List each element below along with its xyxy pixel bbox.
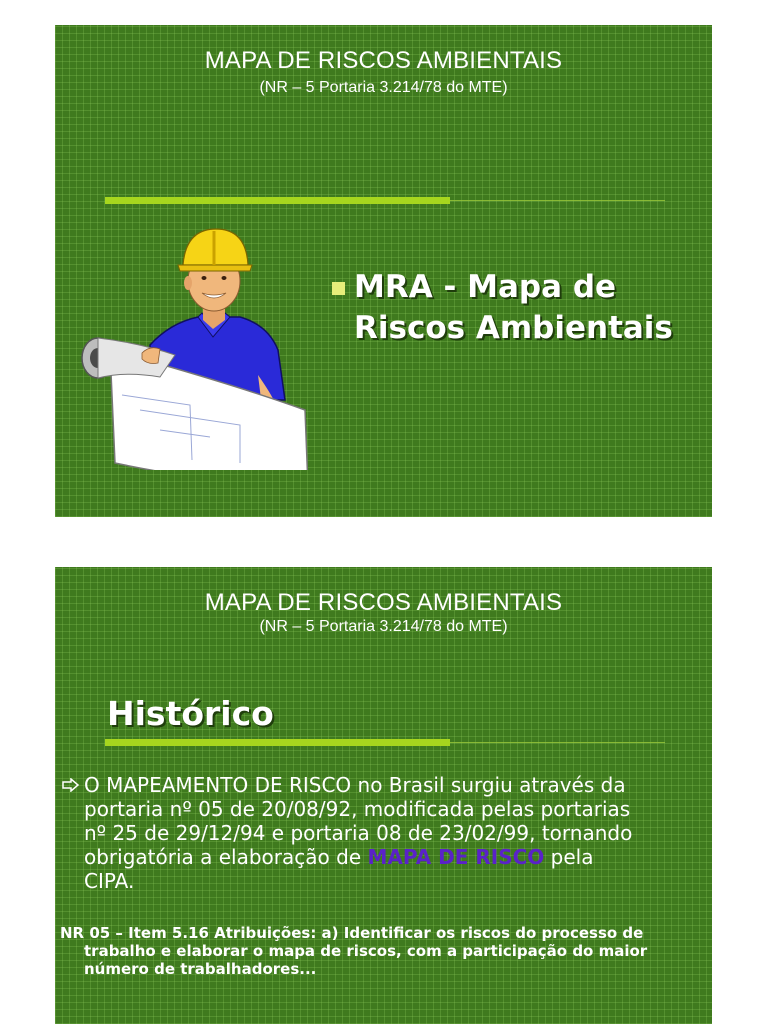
- paragraph-line-3: nº 25 de 29/12/94 e portaria 08 de 23/02/99, tornando: [84, 821, 633, 845]
- construction-worker-icon: [80, 225, 315, 470]
- note-line-3: número de trabalhadores...: [84, 960, 317, 978]
- slide-2: [55, 567, 712, 1024]
- note-line-1: NR 05 – Item 5.16 Atribuições: a) Identificar os riscos do processo de: [60, 924, 644, 942]
- slide-2-heading: Histórico: [107, 694, 274, 733]
- hollow-right-arrow-icon: [62, 778, 80, 792]
- accent-line: [450, 200, 665, 201]
- slide-1: [55, 25, 712, 517]
- paragraph-line-1: O MAPEAMENTO DE RISCO no Brasil surgiu através da: [84, 773, 626, 797]
- bullet-square-icon: [332, 282, 345, 295]
- slide-1-bullet-line-2: Riscos Ambientais: [354, 310, 673, 346]
- paragraph-line-2: portaria nº 05 de 20/08/92, modificada pelas portarias: [84, 797, 631, 821]
- paragraph-line-4-text: obrigatória a elaboração de: [84, 845, 368, 869]
- accent-bar: [105, 197, 450, 204]
- paragraph-line-5: CIPA.: [84, 869, 135, 893]
- slide-1-title: MAPA DE RISCOS AMBIENTAIS: [204, 47, 563, 74]
- slide-2-subtitle: (NR – 5 Portaria 3.214/78 do MTE): [259, 618, 508, 635]
- paragraph-line-4-end: pela: [544, 845, 594, 869]
- slide-1-bullet-line-1: MRA - Mapa de: [354, 269, 617, 305]
- highlight-mapa-de-risco: MAPA DE RISCO: [367, 845, 545, 869]
- slide-2-title: MAPA DE RISCOS AMBIENTAIS: [204, 589, 563, 616]
- slide-1-subtitle: (NR – 5 Portaria 3.214/78 do MTE): [259, 79, 508, 96]
- paragraph-line-4: [84, 845, 593, 869]
- accent-line: [450, 742, 665, 743]
- note-line-2: trabalho e elaborar o mapa de riscos, com a participação do maior: [84, 942, 648, 960]
- accent-bar: [105, 739, 450, 746]
